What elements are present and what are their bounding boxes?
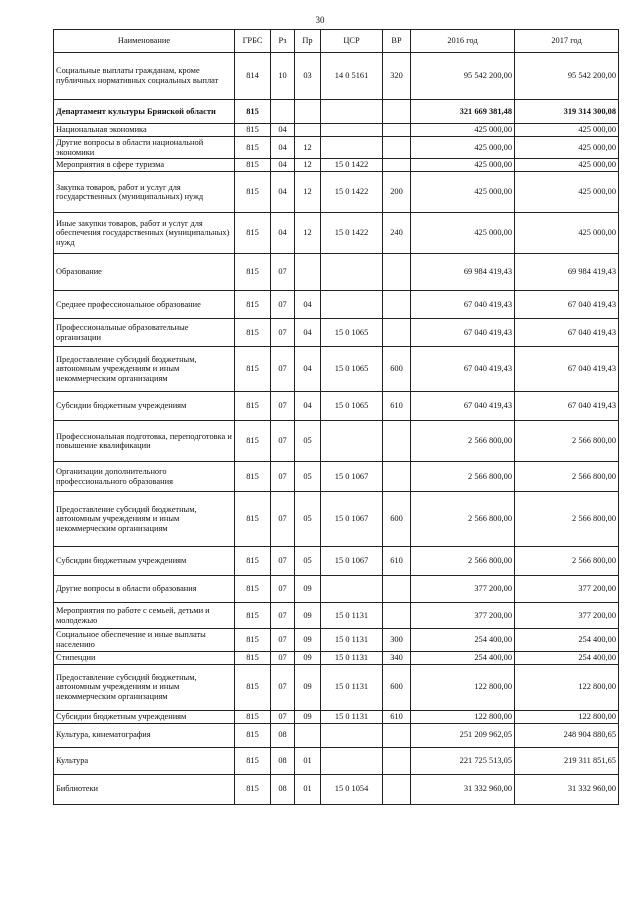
row-rz: 07 [271,603,295,629]
row-name: Закупка товаров, работ и услуг для государственных (муниципальных) нужд [54,172,235,213]
row-grbs: 815 [235,172,271,213]
table-row [54,53,619,100]
row-vr [383,576,411,603]
row-csr [321,137,383,159]
row-rz: 04 [271,124,295,137]
row-rz: 08 [271,774,295,804]
row-grbs: 815 [235,603,271,629]
table-row [54,159,619,172]
row-2016: 2 566 800,00 [411,547,515,576]
row-vr [383,124,411,137]
row-rz: 07 [271,319,295,347]
row-2017: 319 314 300,08 [515,100,619,124]
row-name: Социальные выплаты гражданам, кроме публичных нормативных социальных выплат [54,53,235,100]
row-csr: 15 0 1422 [321,213,383,254]
table-row [54,254,619,291]
row-2017: 248 904 880,65 [515,723,619,747]
row-csr: 15 0 1422 [321,159,383,172]
row-name: Библиотеки [54,774,235,804]
row-vr [383,421,411,462]
row-rz: 07 [271,710,295,723]
row-csr: 15 0 1067 [321,492,383,547]
row-rz [271,100,295,124]
row-2017: 425 000,00 [515,137,619,159]
row-pr: 12 [295,137,321,159]
header-grbs: ГРБС [235,30,271,53]
table-row [54,629,619,651]
row-vr: 600 [383,664,411,710]
row-name: Субсидии бюджетным учреждениям [54,710,235,723]
table-row [54,347,619,392]
row-grbs: 815 [235,319,271,347]
row-csr [321,124,383,137]
table-row [54,664,619,710]
table-row [54,492,619,547]
row-2016: 122 800,00 [411,710,515,723]
row-grbs: 815 [235,213,271,254]
row-2016: 425 000,00 [411,172,515,213]
row-2017: 2 566 800,00 [515,462,619,492]
row-name: Субсидии бюджетным учреждениям [54,392,235,421]
row-name: Другие вопросы в области образования [54,576,235,603]
row-2017: 2 566 800,00 [515,547,619,576]
row-grbs: 815 [235,254,271,291]
row-2017: 67 040 419,43 [515,392,619,421]
table-row [54,172,619,213]
row-vr: 320 [383,53,411,100]
row-vr [383,159,411,172]
row-grbs: 815 [235,492,271,547]
row-name: Мероприятия в сфере туризма [54,159,235,172]
row-csr [321,291,383,319]
row-vr: 200 [383,172,411,213]
row-grbs: 815 [235,392,271,421]
row-name: Мероприятия по работе с семьей, детьми и молодежью [54,603,235,629]
row-grbs: 815 [235,723,271,747]
row-name: Стипендии [54,651,235,664]
table-row [54,710,619,723]
row-vr [383,254,411,291]
row-grbs: 815 [235,774,271,804]
row-rz: 08 [271,747,295,774]
row-2016: 254 400,00 [411,651,515,664]
row-grbs: 815 [235,421,271,462]
row-vr [383,462,411,492]
row-rz: 08 [271,723,295,747]
row-2016: 67 040 419,43 [411,291,515,319]
row-vr [383,137,411,159]
row-name: Социальное обеспечение и иные выплаты населению [54,629,235,651]
row-pr [295,723,321,747]
row-csr: 14 0 5161 [321,53,383,100]
row-csr [321,723,383,747]
row-2017: 67 040 419,43 [515,291,619,319]
table-row [54,603,619,629]
row-vr: 240 [383,213,411,254]
row-name: Образование [54,254,235,291]
row-2016: 95 542 200,00 [411,53,515,100]
table-header-row [54,30,619,53]
table-row [54,213,619,254]
row-pr: 01 [295,774,321,804]
row-2017: 425 000,00 [515,172,619,213]
row-name: Другие вопросы в области национальной экономики [54,137,235,159]
row-grbs: 815 [235,100,271,124]
header-2016: 2016 год [411,30,515,53]
row-rz: 04 [271,159,295,172]
row-2017: 425 000,00 [515,124,619,137]
row-2016: 254 400,00 [411,629,515,651]
row-csr: 15 0 1131 [321,710,383,723]
row-2016: 221 725 513,05 [411,747,515,774]
row-vr [383,774,411,804]
row-csr [321,747,383,774]
row-2017: 425 000,00 [515,159,619,172]
row-pr: 04 [295,291,321,319]
row-pr: 09 [295,664,321,710]
row-name: Культура [54,747,235,774]
table-row [54,774,619,804]
row-grbs: 815 [235,576,271,603]
row-name: Субсидии бюджетным учреждениям [54,547,235,576]
row-2017: 254 400,00 [515,629,619,651]
row-2016: 2 566 800,00 [411,421,515,462]
table-row [54,392,619,421]
budget-table [53,29,619,805]
row-csr: 15 0 1067 [321,547,383,576]
row-grbs: 815 [235,137,271,159]
row-csr [321,421,383,462]
row-rz: 10 [271,53,295,100]
row-vr: 600 [383,347,411,392]
row-pr: 05 [295,421,321,462]
header-pr: Пр [295,30,321,53]
row-2017: 122 800,00 [515,664,619,710]
table-row [54,137,619,159]
row-2016: 69 984 419,43 [411,254,515,291]
row-pr: 12 [295,172,321,213]
row-name: Национальная экономика [54,124,235,137]
row-2016: 2 566 800,00 [411,492,515,547]
row-2016: 122 800,00 [411,664,515,710]
table-row [54,124,619,137]
row-2017: 254 400,00 [515,651,619,664]
row-2016: 31 332 960,00 [411,774,515,804]
row-vr: 610 [383,547,411,576]
row-2017: 219 311 851,65 [515,747,619,774]
row-grbs: 815 [235,547,271,576]
row-2016: 67 040 419,43 [411,392,515,421]
row-2017: 31 332 960,00 [515,774,619,804]
table-row [54,462,619,492]
row-pr: 09 [295,651,321,664]
row-vr [383,319,411,347]
row-csr: 15 0 1067 [321,462,383,492]
row-pr [295,254,321,291]
row-csr: 15 0 1131 [321,664,383,710]
row-pr: 09 [295,629,321,651]
row-2016: 425 000,00 [411,137,515,159]
row-name: Среднее профессиональное образование [54,291,235,319]
row-rz: 04 [271,172,295,213]
row-2016: 67 040 419,43 [411,347,515,392]
row-2017: 2 566 800,00 [515,492,619,547]
row-2016: 425 000,00 [411,124,515,137]
row-pr: 09 [295,603,321,629]
header-2017: 2017 год [515,30,619,53]
row-grbs: 815 [235,291,271,319]
row-csr: 15 0 1065 [321,347,383,392]
row-pr: 01 [295,747,321,774]
row-grbs: 815 [235,159,271,172]
row-grbs: 815 [235,747,271,774]
row-2016: 425 000,00 [411,159,515,172]
table-row [54,291,619,319]
header-csr: ЦСР [321,30,383,53]
row-rz: 07 [271,291,295,319]
row-pr: 04 [295,319,321,347]
table-row [54,651,619,664]
row-pr: 12 [295,159,321,172]
header-vr: ВР [383,30,411,53]
row-grbs: 814 [235,53,271,100]
row-rz: 07 [271,664,295,710]
row-grbs: 815 [235,629,271,651]
row-2016: 321 669 381,48 [411,100,515,124]
row-2017: 67 040 419,43 [515,319,619,347]
row-pr: 05 [295,462,321,492]
row-pr [295,100,321,124]
table-row [54,100,619,124]
row-vr [383,100,411,124]
row-vr: 610 [383,710,411,723]
row-rz: 07 [271,547,295,576]
row-vr [383,603,411,629]
row-2017: 425 000,00 [515,213,619,254]
row-2017: 95 542 200,00 [515,53,619,100]
row-name: Иные закупки товаров, работ и услуг для обеспечения государственных (муниципальных) нужд [54,213,235,254]
row-2017: 67 040 419,43 [515,347,619,392]
row-2016: 2 566 800,00 [411,462,515,492]
row-grbs: 815 [235,347,271,392]
row-pr: 09 [295,576,321,603]
table-row [54,547,619,576]
row-2016: 251 209 962,05 [411,723,515,747]
row-name: Культура, кинематография [54,723,235,747]
row-pr: 04 [295,347,321,392]
row-csr: 15 0 1065 [321,319,383,347]
row-name: Профессиональные образовательные организации [54,319,235,347]
row-name: Департамент культуры Брянской области [54,100,235,124]
row-csr [321,576,383,603]
row-vr: 340 [383,651,411,664]
row-csr [321,254,383,291]
row-pr [295,124,321,137]
row-vr: 600 [383,492,411,547]
table-row [54,421,619,462]
table-row [54,747,619,774]
page-number: 30 [315,15,325,25]
header-name: Наименование [54,30,235,53]
row-pr: 05 [295,547,321,576]
row-pr: 03 [295,53,321,100]
row-name: Предоставление субсидий бюджетным, автономным учреждениям и иным некоммерческим организациям [54,347,235,392]
row-rz: 07 [271,254,295,291]
row-grbs: 815 [235,710,271,723]
row-2016: 425 000,00 [411,213,515,254]
row-pr: 04 [295,392,321,421]
row-vr [383,723,411,747]
row-2017: 2 566 800,00 [515,421,619,462]
row-2017: 377 200,00 [515,576,619,603]
row-2016: 67 040 419,43 [411,319,515,347]
table-row [54,576,619,603]
table-row [54,319,619,347]
row-csr: 15 0 1131 [321,629,383,651]
row-rz: 07 [271,492,295,547]
row-csr: 15 0 1131 [321,603,383,629]
row-rz: 07 [271,462,295,492]
row-2016: 377 200,00 [411,603,515,629]
table-row [54,723,619,747]
row-rz: 04 [271,137,295,159]
row-2017: 122 800,00 [515,710,619,723]
row-name: Предоставление субсидий бюджетным, автономным учреждениям и иным некоммерческим организациям [54,492,235,547]
row-name: Организации дополнительного профессионального образования [54,462,235,492]
row-pr: 12 [295,213,321,254]
row-2017: 377 200,00 [515,603,619,629]
row-rz: 07 [271,629,295,651]
row-csr: 15 0 1065 [321,392,383,421]
row-csr: 15 0 1422 [321,172,383,213]
row-csr [321,100,383,124]
row-grbs: 815 [235,124,271,137]
row-rz: 04 [271,213,295,254]
row-rz: 07 [271,421,295,462]
row-pr: 05 [295,492,321,547]
row-vr: 610 [383,392,411,421]
row-grbs: 815 [235,651,271,664]
row-pr: 09 [295,710,321,723]
row-grbs: 815 [235,664,271,710]
row-rz: 07 [271,347,295,392]
row-name: Профессиональная подготовка, переподготовка и повышение квалификации [54,421,235,462]
row-rz: 07 [271,651,295,664]
row-grbs: 815 [235,462,271,492]
row-csr: 15 0 1131 [321,651,383,664]
row-rz: 07 [271,392,295,421]
row-vr [383,291,411,319]
row-rz: 07 [271,576,295,603]
row-name: Предоставление субсидий бюджетным, автономным учреждениям и иным некоммерческим организациям [54,664,235,710]
row-vr: 300 [383,629,411,651]
row-2017: 69 984 419,43 [515,254,619,291]
row-vr [383,747,411,774]
row-csr: 15 0 1054 [321,774,383,804]
header-rz: Рз [271,30,295,53]
row-2016: 377 200,00 [411,576,515,603]
